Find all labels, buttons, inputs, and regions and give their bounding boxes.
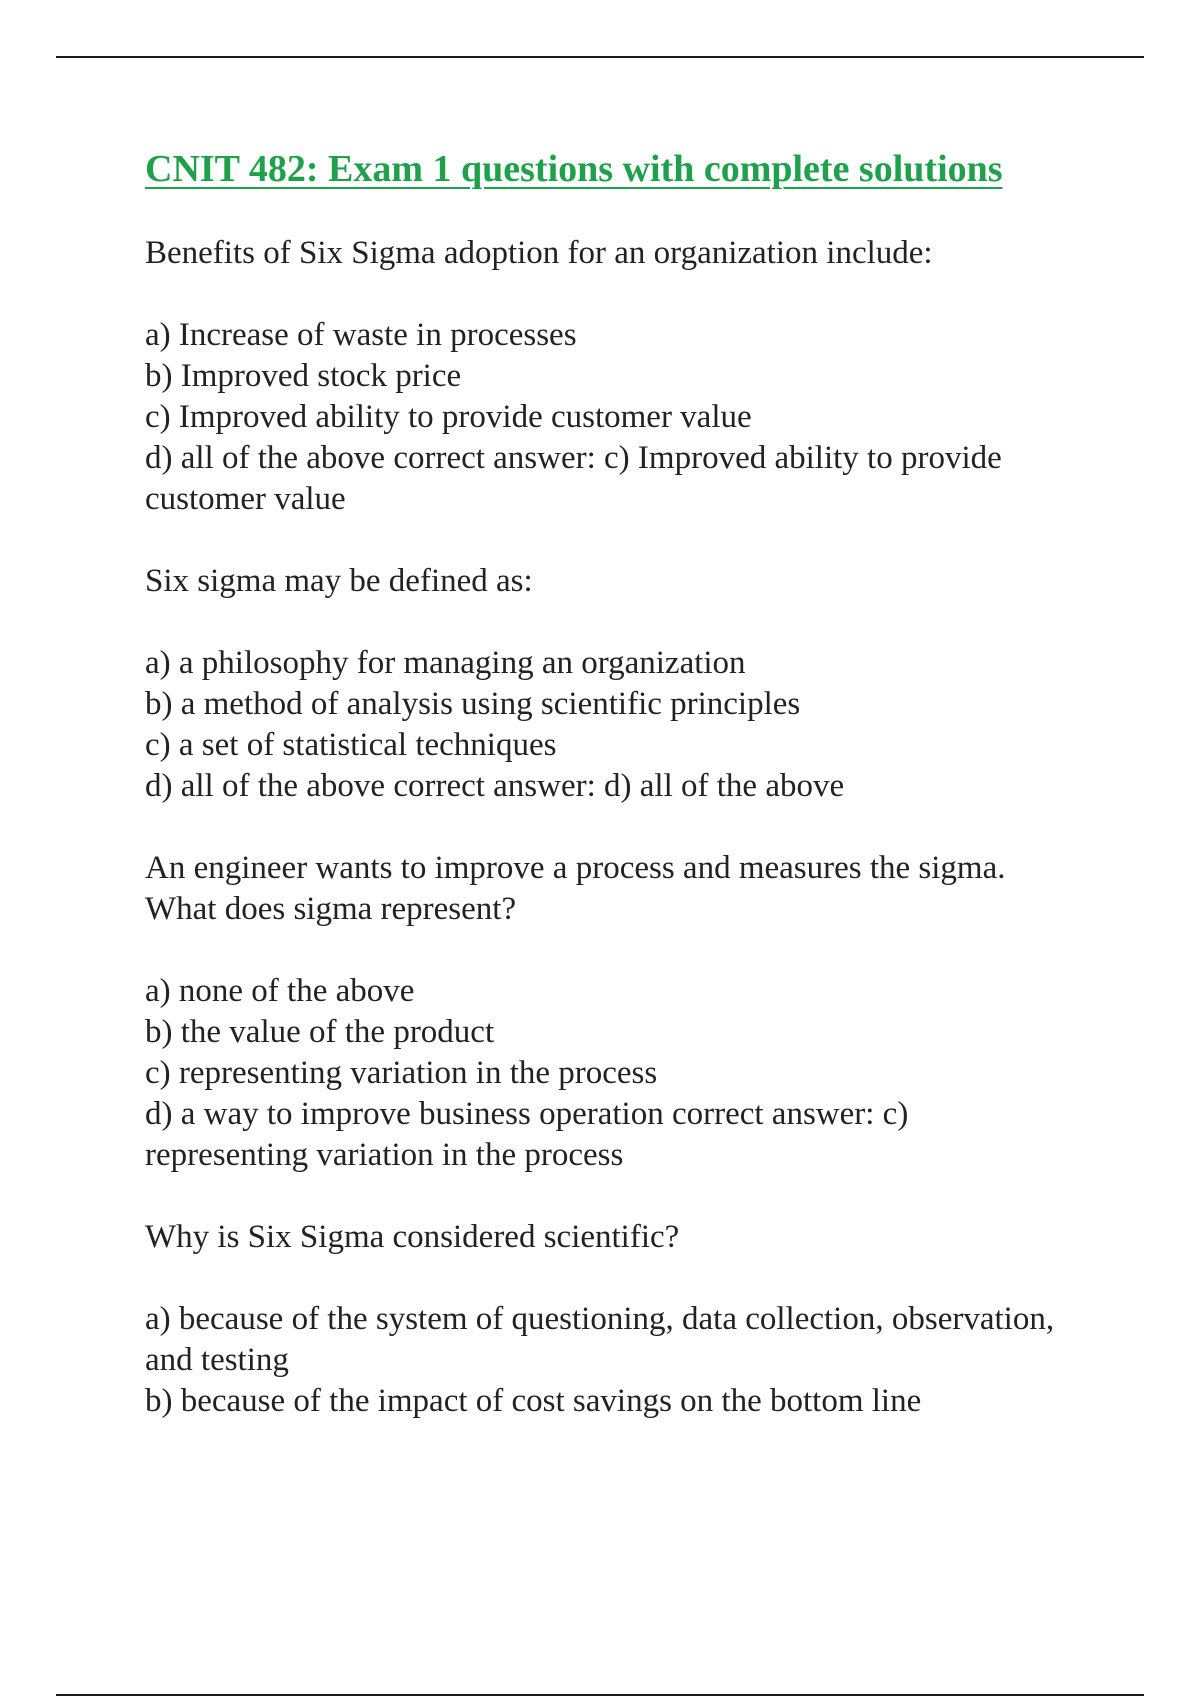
answer-options [145,643,1075,807]
answer-option: b) a method of analysis using scientific principles [145,686,801,722]
question-3 [145,848,1075,1176]
bottom-rule [56,1694,1144,1696]
answer-option: a) Increase of waste in processes [145,317,577,353]
answer-options [145,1299,1075,1422]
answer-options [145,315,1075,520]
question-text: An engineer wants to improve a process and measures the sigma. What does sigma represent? [145,850,1006,927]
answer-option: a) none of the above [145,973,415,1009]
answer-option: c) representing variation in the process [145,1055,658,1091]
answer-options [145,971,1075,1176]
question-text: Six sigma may be defined as: [145,563,533,599]
answer-option: d) all of the above correct answer: d) all of the above [145,768,845,804]
answer-option: a) a philosophy for managing an organization [145,645,746,681]
question-2 [145,561,1075,807]
question-text: Why is Six Sigma considered scientific? [145,1219,680,1255]
answer-option: b) the value of the product [145,1014,495,1050]
answer-option: c) a set of statistical techniques [145,727,557,763]
question-1 [145,233,1075,520]
document-title: CNIT 482: Exam 1 questions with complete solutions [145,148,1003,190]
answer-option: a) because of the system of questioning, data collection, observation, and testing [145,1301,1055,1378]
answer-option: c) Improved ability to provide customer value [145,399,752,435]
answer-option: d) all of the above correct answer: c) Improved ability to provide customer value [145,440,1002,517]
answer-option: b) because of the impact of cost savings on the bottom line [145,1383,922,1419]
top-rule [56,56,1144,58]
document-body [145,145,1075,1463]
answer-option: d) a way to improve business operation correct answer: c) representing variation in the process [145,1096,909,1173]
question-4 [145,1217,1075,1422]
answer-option: b) Improved stock price [145,358,462,394]
question-text: Benefits of Six Sigma adoption for an organization include: [145,235,933,271]
